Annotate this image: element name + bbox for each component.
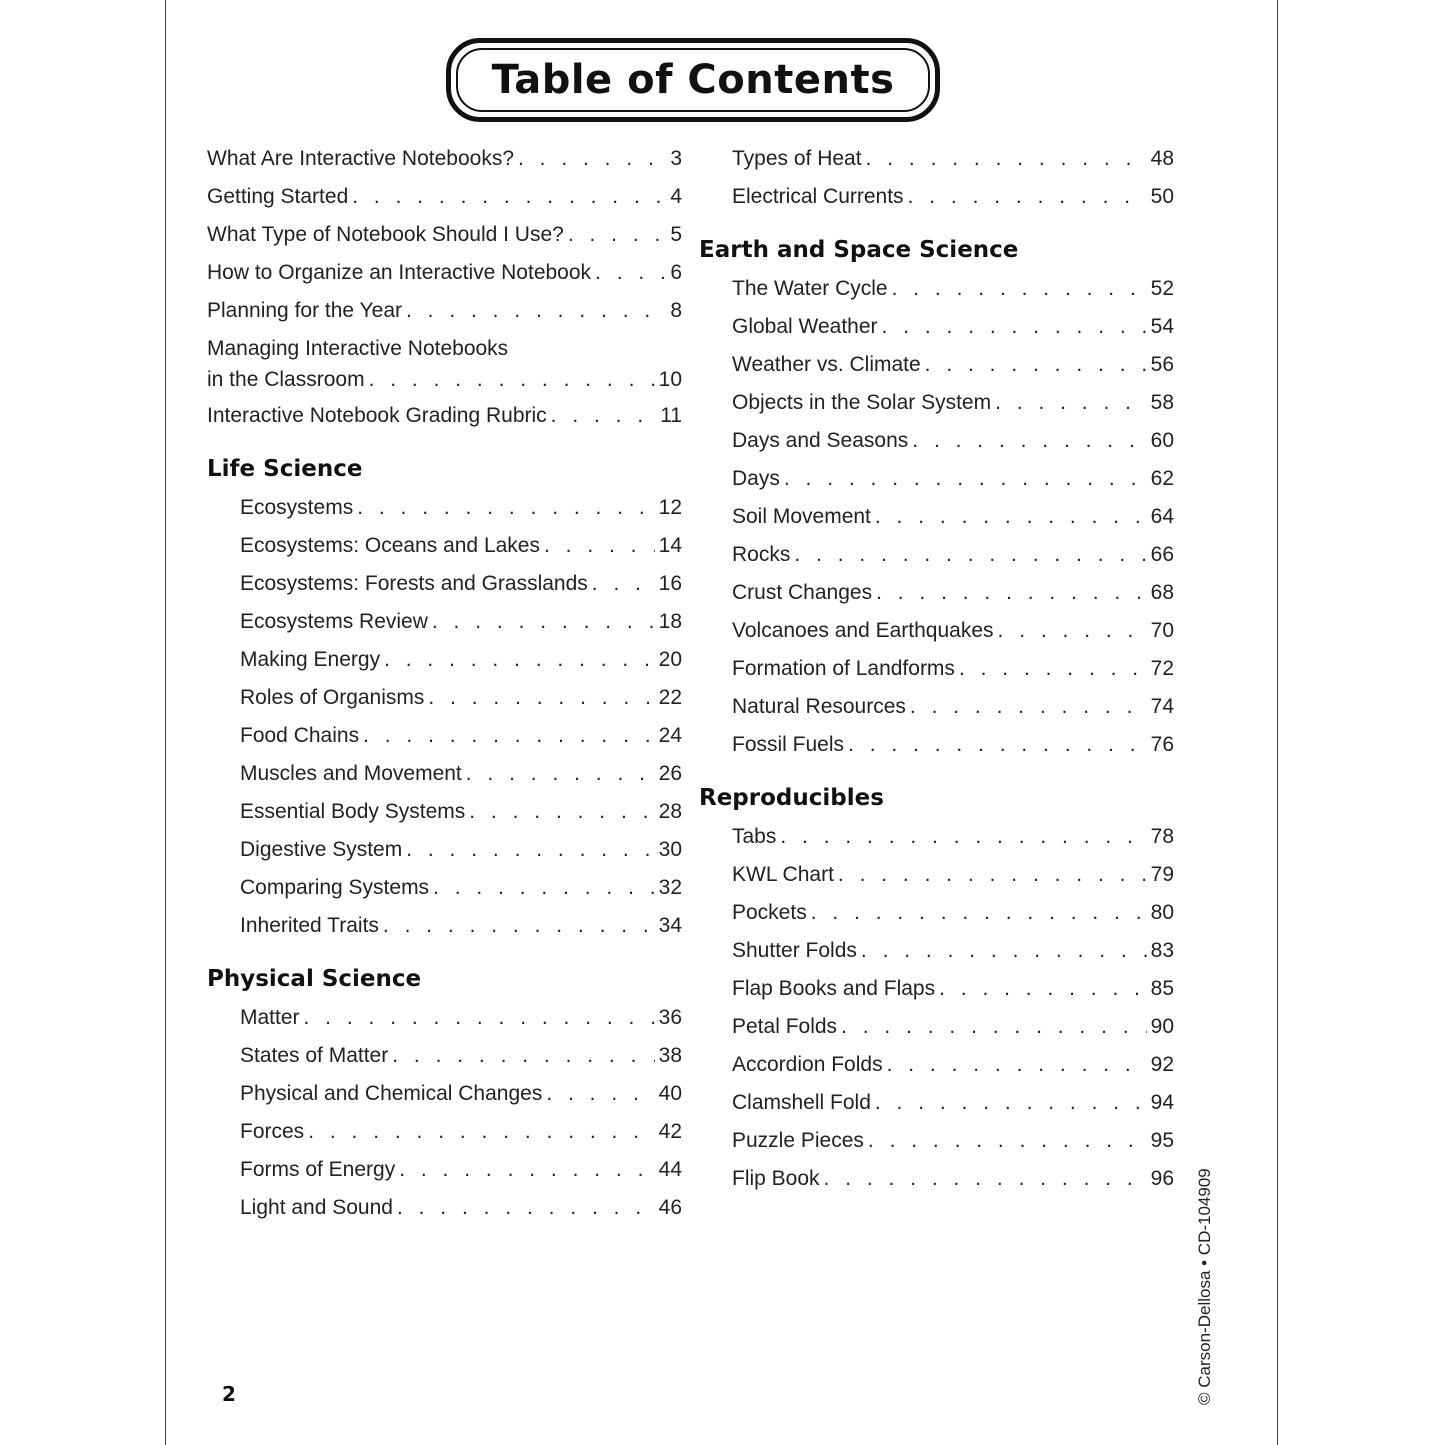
toc-entry[interactable]	[699, 270, 1174, 308]
toc-entry-page: 32	[658, 876, 682, 899]
toc-entry-label: Crust Changes	[732, 581, 873, 604]
dot-leader	[384, 641, 655, 679]
toc-entry-page: 42	[658, 1120, 682, 1143]
page-number: 2	[222, 1382, 236, 1406]
dot-leader	[912, 422, 1146, 460]
dot-leader	[308, 1113, 654, 1151]
toc-entry-label: Making Energy	[240, 648, 381, 671]
toc-entry-label: Ecosystems: Oceans and Lakes	[240, 534, 540, 557]
toc-entry-label: Roles of Organisms	[240, 686, 425, 709]
toc-entry-label: Global Weather	[732, 315, 878, 338]
toc-entry[interactable]	[207, 254, 682, 292]
toc-entry-page: 20	[658, 648, 682, 671]
toc-entry[interactable]	[699, 1160, 1174, 1198]
toc-entry[interactable]	[207, 999, 682, 1037]
dot-leader	[811, 894, 1147, 932]
toc-entry-page: 92	[1150, 1053, 1174, 1076]
toc-entry-label: States of Matter	[240, 1044, 389, 1067]
toc-entry-label: in the Classroom	[207, 368, 365, 391]
toc-entry[interactable]	[207, 907, 682, 945]
section-heading-life-science: Life Science	[207, 456, 363, 482]
toc-entry-page: 30	[658, 838, 682, 861]
toc-entry[interactable]	[207, 641, 682, 679]
dot-leader	[397, 1189, 655, 1227]
toc-entry[interactable]	[699, 574, 1174, 612]
toc-entry[interactable]	[699, 460, 1174, 498]
toc-entry[interactable]	[207, 216, 682, 254]
toc-entry-label: Ecosystems: Forests and Grasslands	[240, 572, 588, 595]
toc-entry-label: Food Chains	[240, 724, 360, 747]
toc-entry[interactable]	[699, 932, 1174, 970]
toc-entry-page: 26	[658, 762, 682, 785]
intro-list	[207, 140, 682, 330]
dot-leader	[352, 178, 666, 216]
toc-entry-label: Muscles and Movement	[240, 762, 462, 785]
toc-entry-label: What Are Interactive Notebooks?	[207, 147, 514, 170]
toc-entry-page: 74	[1150, 695, 1174, 718]
dot-leader	[939, 970, 1147, 1008]
toc-entry[interactable]	[699, 612, 1174, 650]
toc-entry[interactable]	[699, 308, 1174, 346]
toc-entry-label: Shutter Folds	[732, 939, 857, 962]
copyright-notice: © Carson-Dellosa • CD-104909	[1195, 1168, 1214, 1405]
dot-leader	[546, 1075, 654, 1113]
toc-entry[interactable]	[207, 717, 682, 755]
toc-entry-label: KWL Chart	[732, 863, 834, 886]
toc-entry-page: 76	[1150, 733, 1174, 756]
life-science-list	[207, 489, 682, 945]
reproducibles-list	[699, 818, 1174, 1198]
dot-leader	[304, 999, 655, 1037]
toc-entry-page: 78	[1150, 825, 1174, 848]
toc-entry-label: Natural Resources	[732, 695, 906, 718]
page-title: Table of Contents	[491, 57, 895, 103]
dot-leader	[466, 755, 655, 793]
toc-entry[interactable]	[699, 726, 1174, 764]
dot-leader	[866, 140, 1147, 178]
dot-leader	[841, 1008, 1147, 1046]
toc-entry[interactable]	[207, 292, 682, 330]
toc-entry-label: Fossil Fuels	[732, 733, 845, 756]
toc-entry-label: Puzzle Pieces	[732, 1129, 864, 1152]
toc-entry-label: Essential Body Systems	[240, 800, 466, 823]
toc-entry-page: 34	[658, 914, 682, 937]
toc-entry-page: 14	[658, 534, 682, 557]
toc-entry-label: Forms of Energy	[240, 1158, 396, 1181]
physical-science-list	[207, 999, 682, 1227]
toc-entry-page: 40	[658, 1082, 682, 1105]
toc-entry[interactable]	[207, 869, 682, 907]
dot-leader	[592, 565, 655, 603]
dot-leader	[959, 650, 1147, 688]
toc-entry-label: Planning for the Year	[207, 299, 402, 322]
toc-entry-page: 36	[658, 1006, 682, 1029]
toc-entry[interactable]	[699, 1008, 1174, 1046]
dot-leader	[568, 216, 666, 254]
toc-entry-label: Inherited Traits	[240, 914, 379, 937]
toc-entry-label: Days and Seasons	[732, 429, 909, 452]
toc-entry[interactable]	[699, 140, 1174, 178]
toc-entry[interactable]	[207, 565, 682, 603]
dot-leader	[876, 574, 1147, 612]
toc-entry-label: Objects in the Solar System	[732, 391, 992, 414]
dot-leader	[780, 818, 1146, 856]
toc-entry-label: Ecosystems Review	[240, 610, 428, 633]
toc-entry-label: Accordion Folds	[732, 1053, 883, 1076]
dot-leader	[908, 178, 1147, 216]
toc-entry-page: 60	[1150, 429, 1174, 452]
toc-entry-page: 6	[670, 261, 682, 284]
toc-entry-label: Formation of Landforms	[732, 657, 955, 680]
toc-entry[interactable]	[207, 527, 682, 565]
dot-leader	[469, 793, 654, 831]
toc-entry[interactable]	[699, 818, 1174, 856]
toc-entry-label: Volcanoes and Earthquakes	[732, 619, 994, 642]
toc-entry[interactable]	[207, 831, 682, 869]
toc-entry-label: Forces	[240, 1120, 305, 1143]
dot-leader	[824, 1160, 1147, 1198]
toc-entry-page: 38	[658, 1044, 682, 1067]
dot-leader	[428, 679, 654, 717]
toc-entry-label: Electrical Currents	[732, 185, 904, 208]
section-heading-physical-science: Physical Science	[207, 966, 422, 992]
physical-science-continued-list	[699, 140, 1174, 216]
dot-leader	[433, 869, 655, 907]
toc-entry-page: 95	[1150, 1129, 1174, 1152]
toc-entry-page: 58	[1150, 391, 1174, 414]
dot-leader	[399, 1151, 654, 1189]
toc-entry-label: Soil Movement	[732, 505, 871, 528]
toc-entry-page: 44	[658, 1158, 682, 1181]
dot-leader	[998, 612, 1147, 650]
toc-entry-label: Flip Book	[732, 1167, 820, 1190]
toc-entry-label: Matter	[240, 1006, 300, 1029]
dot-leader	[995, 384, 1147, 422]
toc-entry-page: 80	[1150, 901, 1174, 924]
toc-entry[interactable]	[207, 603, 682, 641]
toc-entry[interactable]	[207, 140, 682, 178]
toc-entry[interactable]	[699, 498, 1174, 536]
toc-entry[interactable]	[207, 1075, 682, 1113]
toc-entry[interactable]	[207, 1151, 682, 1189]
toc-entry-page: 64	[1150, 505, 1174, 528]
toc-entry-page: 68	[1150, 581, 1174, 604]
dot-leader	[875, 498, 1147, 536]
dot-leader	[838, 856, 1147, 894]
section-heading-earth-science: Earth and Space Science	[699, 237, 1019, 263]
toc-entry-page: 4	[670, 185, 682, 208]
dot-leader	[406, 292, 666, 330]
dot-leader	[887, 1046, 1147, 1084]
dot-leader	[595, 254, 666, 292]
toc-entry-rubric[interactable]	[207, 397, 682, 435]
title-banner-inner	[456, 48, 930, 112]
dot-leader	[551, 397, 657, 435]
toc-entry[interactable]	[699, 688, 1174, 726]
toc-entry[interactable]	[699, 1122, 1174, 1160]
toc-entry-page: 72	[1150, 657, 1174, 680]
toc-entry-label: Petal Folds	[732, 1015, 838, 1038]
toc-entry-page: 66	[1150, 543, 1174, 566]
toc-entry[interactable]	[699, 346, 1174, 384]
toc-entry[interactable]	[699, 650, 1174, 688]
toc-entry[interactable]	[699, 384, 1174, 422]
toc-entry-label: Getting Started	[207, 185, 349, 208]
toc-entry[interactable]	[207, 178, 682, 216]
dot-leader	[432, 603, 655, 641]
toc-entry-label: Physical and Chemical Changes	[240, 1082, 543, 1105]
toc-entry-label: Weather vs. Climate	[732, 353, 921, 376]
toc-entry-label: Light and Sound	[240, 1196, 393, 1219]
toc-entry-page: 62	[1150, 467, 1174, 490]
dot-leader	[910, 688, 1147, 726]
dot-leader	[383, 907, 655, 945]
dot-leader	[875, 1084, 1147, 1122]
toc-entry[interactable]	[207, 1189, 682, 1227]
toc-entry-label: How to Organize an Interactive Notebook	[207, 261, 592, 284]
toc-entry[interactable]	[207, 679, 682, 717]
toc-entry-label: Flap Books and Flaps	[732, 977, 936, 1000]
dot-leader	[369, 363, 655, 397]
toc-entry-page: 52	[1150, 277, 1174, 300]
dot-leader	[357, 489, 654, 527]
title-banner	[446, 38, 940, 122]
toc-entry[interactable]	[207, 793, 682, 831]
dot-leader	[544, 527, 655, 565]
toc-entry-label: Pockets	[732, 901, 807, 924]
toc-entry-page: 46	[658, 1196, 682, 1219]
dot-leader	[518, 140, 666, 178]
toc-entry-page: 54	[1150, 315, 1174, 338]
toc-entry[interactable]	[207, 489, 682, 527]
dot-leader	[784, 460, 1147, 498]
earth-science-list	[699, 270, 1174, 764]
dot-leader	[892, 270, 1147, 308]
toc-entry-page: 90	[1150, 1015, 1174, 1038]
toc-entry[interactable]	[699, 970, 1174, 1008]
toc-entry-page: 70	[1150, 619, 1174, 642]
toc-entry-page: 96	[1150, 1167, 1174, 1190]
dot-leader	[406, 831, 654, 869]
toc-entry-page: 48	[1150, 147, 1174, 170]
toc-entry-label: Types of Heat	[732, 147, 862, 170]
dot-leader	[861, 932, 1147, 970]
toc-entry-page: 28	[658, 800, 682, 823]
dot-leader	[882, 308, 1147, 346]
toc-entry-page: 22	[658, 686, 682, 709]
toc-entry[interactable]	[207, 1037, 682, 1075]
toc-right-column	[699, 140, 1174, 1198]
toc-entry[interactable]	[207, 755, 682, 793]
toc-entry-page: 12	[658, 496, 682, 519]
toc-entry-label: What Type of Notebook Should I Use?	[207, 223, 564, 246]
toc-entry-page: 10	[658, 368, 682, 391]
toc-entry-page: 11	[660, 404, 682, 427]
toc-entry-page: 24	[658, 724, 682, 747]
toc-entry[interactable]	[699, 856, 1174, 894]
toc-entry[interactable]	[699, 894, 1174, 932]
toc-entry-label: Comparing Systems	[240, 876, 430, 899]
toc-entry-page: 56	[1150, 353, 1174, 376]
toc-entry-label: Days	[732, 467, 780, 490]
toc-entry[interactable]	[699, 536, 1174, 574]
toc-entry-page: 83	[1150, 939, 1174, 962]
toc-entry-label: Clamshell Fold	[732, 1091, 871, 1114]
toc-entry-label-line1: Managing Interactive Notebooks	[207, 337, 509, 360]
toc-entry-page: 16	[658, 572, 682, 595]
toc-entry-label: Interactive Notebook Grading Rubric	[207, 404, 547, 427]
dot-leader	[848, 726, 1147, 764]
toc-entry-page: 8	[670, 299, 682, 322]
toc-entry-page: 50	[1150, 185, 1174, 208]
toc-entry-label: Tabs	[732, 825, 777, 848]
toc-entry-page: 79	[1150, 863, 1174, 886]
section-heading-reproducibles: Reproducibles	[699, 785, 884, 811]
toc-entry-page: 85	[1150, 977, 1174, 1000]
toc-entry[interactable]	[699, 422, 1174, 460]
toc-entry-label: Digestive System	[240, 838, 403, 861]
dot-leader	[392, 1037, 654, 1075]
toc-entry[interactable]	[207, 1113, 682, 1151]
dot-leader	[868, 1122, 1147, 1160]
dot-leader	[363, 717, 655, 755]
toc-entry[interactable]	[699, 1046, 1174, 1084]
toc-left-column	[207, 140, 682, 1227]
toc-entry[interactable]	[699, 178, 1174, 216]
toc-entry-page: 3	[670, 147, 682, 170]
toc-entry-label: Rocks	[732, 543, 791, 566]
dot-leader	[794, 536, 1146, 574]
toc-entry-page: 94	[1150, 1091, 1174, 1114]
toc-entry[interactable]	[699, 1084, 1174, 1122]
toc-entry-managing[interactable]	[207, 330, 682, 397]
toc-entry-page: 18	[658, 610, 682, 633]
toc-entry-label: The Water Cycle	[732, 277, 888, 300]
dot-leader	[925, 346, 1147, 384]
toc-entry-page: 5	[670, 223, 682, 246]
toc-entry-label: Ecosystems	[240, 496, 354, 519]
